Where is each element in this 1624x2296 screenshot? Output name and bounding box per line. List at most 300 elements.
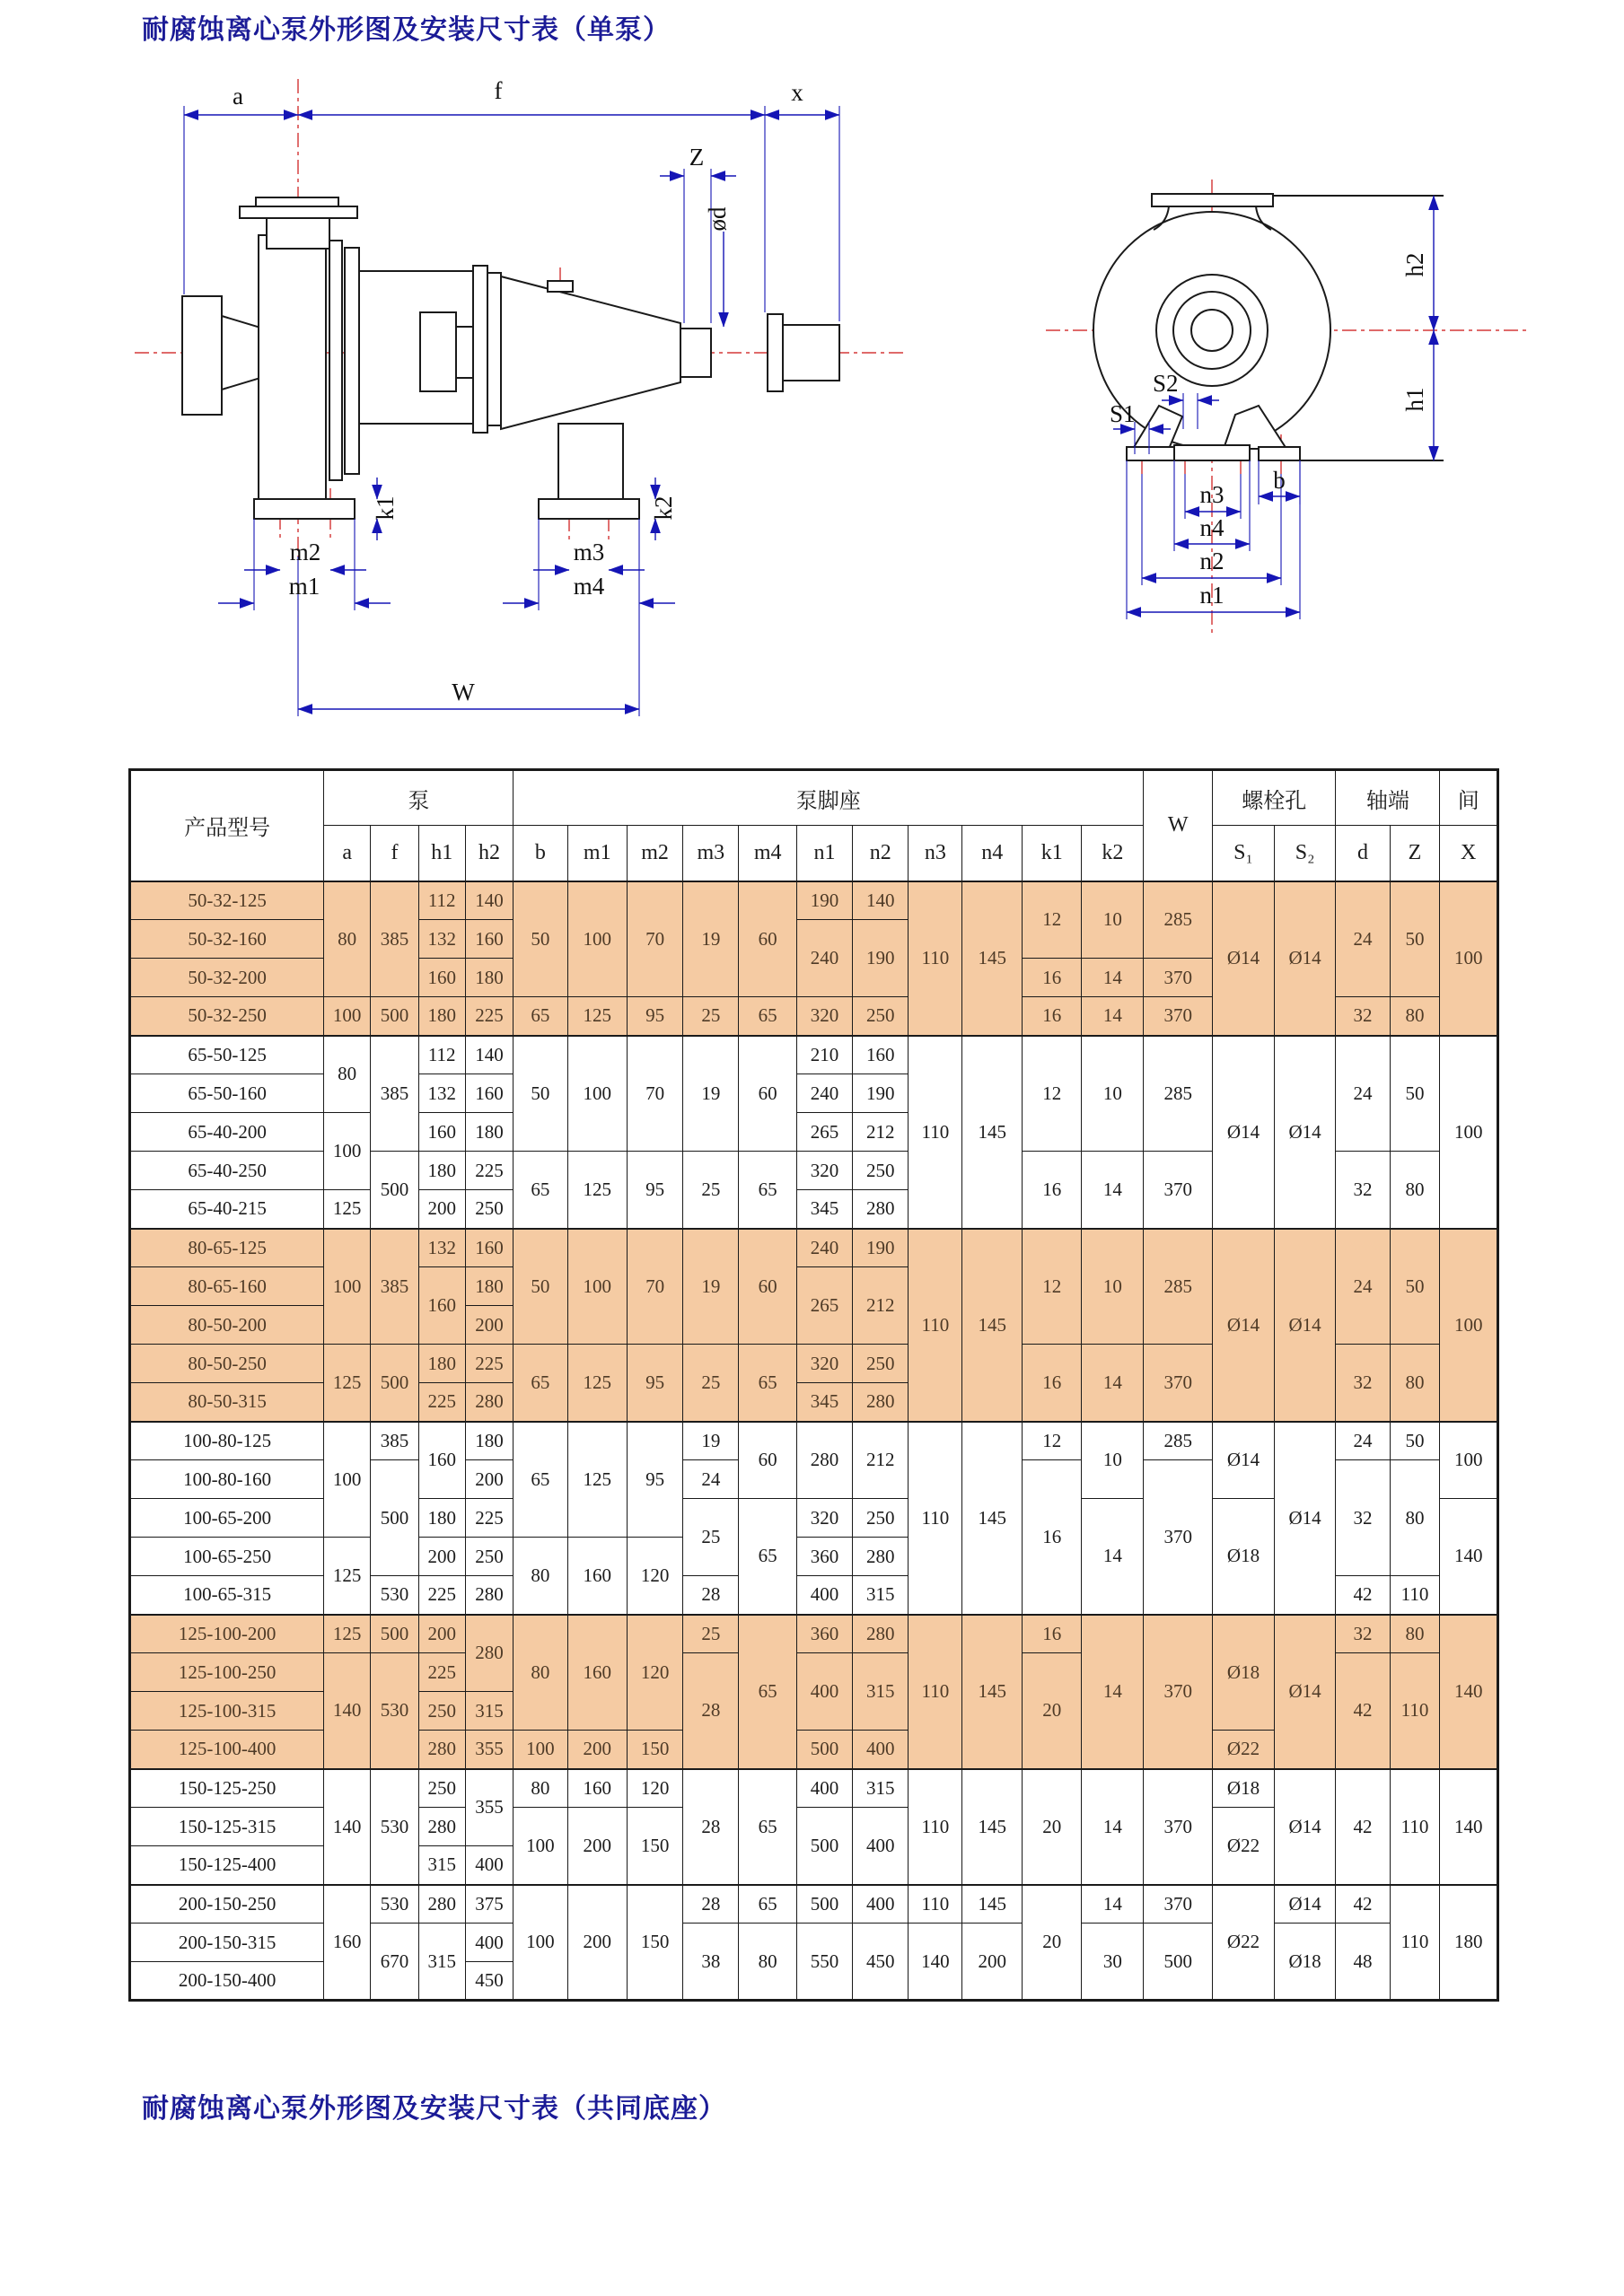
model-cell: 65-50-125 [130, 1036, 324, 1074]
table-cell: 280 [465, 1576, 514, 1615]
table-cell: 16 [1022, 997, 1081, 1036]
table-cell: 65 [739, 1769, 796, 1885]
table-cell: 370 [1144, 1460, 1213, 1615]
table-cell: 225 [418, 1576, 465, 1615]
table-cell: 500 [371, 997, 419, 1036]
table-row [130, 1036, 1498, 1074]
table-cell: 225 [465, 997, 514, 1036]
table-cell: 500 [371, 1345, 419, 1422]
table-cell: 400 [465, 1924, 514, 1962]
table-cell: 24 [1336, 1422, 1390, 1460]
table-cell: 14 [1082, 1885, 1144, 1924]
table-cell: Ø14 [1213, 1036, 1275, 1229]
table-cell: Ø18 [1213, 1499, 1275, 1615]
table-cell: Ø22 [1213, 1808, 1275, 1885]
table-cell: 355 [465, 1769, 514, 1846]
dim-label-w: W [452, 679, 475, 705]
table-cell: 400 [796, 1576, 852, 1615]
table-cell: 60 [739, 1229, 796, 1345]
model-cell: 200-150-400 [130, 1962, 324, 2001]
table-cell: 110 [909, 1229, 962, 1422]
table-cell: 370 [1144, 997, 1213, 1036]
table-cell: 42 [1336, 1653, 1390, 1769]
table-cell: 280 [465, 1383, 514, 1422]
table-cell: 250 [853, 1152, 909, 1190]
table-cell: 280 [418, 1731, 465, 1769]
pump-body-outline [1093, 194, 1444, 460]
table-cell: 20 [1022, 1769, 1081, 1885]
table-cell: 25 [683, 1615, 739, 1653]
table-cell: 12 [1022, 1036, 1081, 1152]
table-cell: 132 [418, 920, 465, 959]
dim-label-f: f [494, 77, 503, 104]
table-cell: 385 [371, 1422, 419, 1460]
table-cell: 315 [853, 1576, 909, 1615]
table-cell: 190 [853, 1074, 909, 1113]
table-cell: Ø14 [1274, 1422, 1336, 1615]
table-cell: 225 [465, 1499, 514, 1538]
table-cell: 180 [1440, 1885, 1498, 2001]
table-cell: 315 [418, 1846, 465, 1885]
table-cell: Ø14 [1274, 1615, 1336, 1769]
table-cell: 160 [418, 1422, 465, 1499]
table-cell: 140 [465, 1036, 514, 1074]
table-cell: 24 [1336, 881, 1390, 997]
table-cell: 370 [1144, 1345, 1213, 1422]
column-header: n3 [909, 826, 962, 881]
table-cell: 500 [371, 1152, 419, 1229]
table-cell: 20 [1022, 1653, 1081, 1769]
dimension-table [128, 768, 1499, 2002]
table-cell: 140 [1440, 1769, 1498, 1885]
dimension-table-wrapper [128, 768, 1499, 2002]
table-cell: 80 [1390, 1460, 1440, 1576]
table-cell: 19 [683, 1422, 739, 1460]
table-cell: 28 [683, 1576, 739, 1615]
table-cell: 24 [1336, 1229, 1390, 1345]
table-cell: Ø18 [1213, 1769, 1275, 1808]
table-cell: 25 [683, 1152, 739, 1229]
table-cell: 180 [465, 959, 514, 997]
table-cell: 400 [853, 1885, 909, 1924]
table-cell: 375 [465, 1885, 514, 1924]
dim-label-m1: m1 [288, 573, 320, 600]
table-cell: 315 [465, 1692, 514, 1731]
table-cell: 200 [465, 1460, 514, 1499]
table-cell: Ø18 [1213, 1615, 1275, 1731]
table-cell: 16 [1022, 1345, 1081, 1422]
table-row [130, 1769, 1498, 1808]
dim-label-x: x [791, 79, 803, 106]
table-row [130, 1615, 1498, 1653]
table-cell: 24 [683, 1460, 739, 1499]
table-cell: 25 [683, 997, 739, 1036]
table-cell: 180 [465, 1113, 514, 1152]
table-cell: 100 [1440, 1422, 1498, 1499]
dim-label-s2: S2 [1153, 370, 1179, 397]
table-cell: 100 [1440, 881, 1498, 1036]
table-cell: 250 [853, 997, 909, 1036]
column-header: S₂ [1274, 826, 1336, 881]
table-cell: 48 [1336, 1924, 1390, 2001]
model-cell: 65-50-160 [130, 1074, 324, 1113]
table-cell: 65 [514, 997, 567, 1036]
table-cell: Ø14 [1274, 1885, 1336, 1924]
column-group-header: 产品型号 [130, 770, 324, 881]
table-cell: 14 [1082, 959, 1144, 997]
table-cell: 32 [1336, 1345, 1390, 1422]
table-cell: 32 [1336, 997, 1390, 1036]
table-cell: 225 [465, 1152, 514, 1190]
table-cell: 110 [909, 1769, 962, 1885]
table-cell: 140 [465, 881, 514, 920]
table-cell: 60 [739, 1422, 796, 1499]
table-cell: 180 [418, 1499, 465, 1538]
table-cell: 42 [1336, 1769, 1390, 1885]
table-cell: 150 [627, 1885, 682, 2001]
dim-label-s1: S1 [1110, 400, 1136, 427]
table-cell: 400 [796, 1653, 852, 1731]
table-cell: 60 [739, 1036, 796, 1152]
model-cell: 100-80-160 [130, 1460, 324, 1499]
table-cell: 14 [1082, 1152, 1144, 1229]
table-cell: 200 [567, 1808, 627, 1885]
table-cell: 125 [324, 1345, 371, 1422]
table-cell: 285 [1144, 1422, 1213, 1460]
table-cell: 32 [1336, 1615, 1390, 1653]
table-cell: 80 [1390, 997, 1440, 1036]
table-cell: 385 [371, 881, 419, 997]
table-cell: 145 [962, 1036, 1022, 1229]
table-cell: 65 [739, 1345, 796, 1422]
model-cell: 100-65-315 [130, 1576, 324, 1615]
table-cell: 150 [627, 1808, 682, 1885]
model-cell: 100-65-250 [130, 1538, 324, 1576]
column-header: f [371, 826, 419, 881]
table-cell: 100 [514, 1885, 567, 2001]
table-cell: Ø14 [1274, 881, 1336, 1036]
table-cell: 280 [418, 1808, 465, 1846]
model-cell: 50-32-200 [130, 959, 324, 997]
model-cell: 100-65-200 [130, 1499, 324, 1538]
table-cell: 80 [1390, 1345, 1440, 1422]
table-cell: 140 [909, 1924, 962, 2001]
table-cell: 10 [1082, 1036, 1144, 1152]
table-cell: 80 [324, 881, 371, 997]
table-cell: 50 [514, 1036, 567, 1152]
table-cell: 65 [739, 1615, 796, 1769]
table-cell: Ø18 [1274, 1924, 1336, 2001]
column-header: a [324, 826, 371, 881]
table-cell: 100 [324, 1113, 371, 1190]
table-cell: 212 [853, 1113, 909, 1152]
table-cell: 160 [567, 1615, 627, 1731]
dim-label-m2: m2 [289, 539, 321, 565]
table-cell: 180 [418, 1345, 465, 1383]
table-cell: 12 [1022, 881, 1081, 959]
table-cell: 160 [418, 1113, 465, 1152]
model-cell: 125-100-400 [130, 1731, 324, 1769]
table-cell: Ø14 [1274, 1229, 1336, 1422]
table-cell: 100 [1440, 1229, 1498, 1422]
table-cell: 320 [796, 1152, 852, 1190]
table-cell: 160 [324, 1885, 371, 2001]
pump-body-outline [182, 197, 839, 519]
table-cell: 110 [1390, 1653, 1440, 1769]
table-cell: 385 [371, 1229, 419, 1345]
table-cell: 28 [683, 1885, 739, 1924]
table-cell: 265 [796, 1267, 852, 1345]
table-cell: 100 [567, 881, 627, 997]
model-cell: 50-32-160 [130, 920, 324, 959]
table-cell: 345 [796, 1190, 852, 1229]
table-cell: 30 [1082, 1924, 1144, 2001]
model-cell: 80-50-315 [130, 1383, 324, 1422]
table-cell: 500 [371, 1615, 419, 1653]
table-cell: 60 [739, 881, 796, 997]
table-cell: 160 [567, 1538, 627, 1615]
dim-label-k1: k1 [372, 495, 399, 521]
table-cell: 160 [418, 959, 465, 997]
table-cell: 250 [853, 1345, 909, 1383]
table-cell: Ø14 [1274, 1036, 1336, 1229]
table-cell: 16 [1022, 1152, 1081, 1229]
table-cell: 80 [1390, 1615, 1440, 1653]
table-cell: 500 [796, 1731, 852, 1769]
table-cell: 25 [683, 1345, 739, 1422]
pump-side-view [135, 77, 907, 716]
table-cell: 145 [962, 881, 1022, 1036]
model-cell: 125-100-250 [130, 1653, 324, 1692]
column-group-header: 泵 [324, 770, 514, 826]
table-cell: 530 [371, 1653, 419, 1769]
table-cell: 145 [962, 1769, 1022, 1885]
table-cell: 16 [1022, 1460, 1081, 1615]
column-header: h1 [418, 826, 465, 881]
table-cell: Ø22 [1213, 1885, 1275, 2001]
table-cell: 95 [627, 1345, 682, 1422]
table-cell: 112 [418, 881, 465, 920]
table-cell: 200 [418, 1190, 465, 1229]
table-cell: 212 [853, 1422, 909, 1499]
table-cell: 70 [627, 1036, 682, 1152]
table-cell: 50 [1390, 1229, 1440, 1345]
table-header [130, 770, 1498, 881]
table-row [130, 881, 1498, 920]
table-cell: 200 [567, 1885, 627, 2001]
pump-outline-drawings [0, 0, 1624, 768]
table-body [130, 881, 1498, 2001]
table-cell: 50 [514, 1229, 567, 1345]
table-cell: 225 [418, 1653, 465, 1692]
column-header: m3 [683, 826, 739, 881]
table-cell: 38 [683, 1924, 739, 2001]
column-header: m2 [627, 826, 682, 881]
table-cell: 400 [853, 1731, 909, 1769]
table-cell: 190 [853, 1229, 909, 1267]
table-cell: 400 [465, 1846, 514, 1885]
table-cell: 100 [324, 1229, 371, 1345]
table-cell: 345 [796, 1383, 852, 1422]
table-cell: 28 [683, 1769, 739, 1885]
table-cell: 100 [324, 997, 371, 1036]
table-cell: Ø14 [1274, 1769, 1336, 1885]
table-cell: 240 [796, 1074, 852, 1113]
table-cell: 112 [418, 1036, 465, 1074]
table-cell: 65 [739, 1885, 796, 1924]
model-cell: 50-32-125 [130, 881, 324, 920]
table-cell: 200 [962, 1924, 1022, 2001]
table-cell: 100 [567, 1229, 627, 1345]
page-title: 耐腐蚀离心泵外形图及安装尺寸表（单泵） [142, 14, 671, 46]
column-header: n2 [853, 826, 909, 881]
table-cell: 500 [1144, 1924, 1213, 2001]
dim-label-n2: n2 [1199, 548, 1225, 574]
table-cell: 370 [1144, 959, 1213, 997]
table-cell: 150 [627, 1731, 682, 1769]
table-cell: 110 [1390, 1769, 1440, 1885]
table-cell: 42 [1336, 1885, 1390, 1924]
table-cell: 80 [514, 1538, 567, 1615]
table-cell: 180 [418, 1152, 465, 1190]
table-cell: 120 [627, 1769, 682, 1808]
table-cell: 125 [324, 1190, 371, 1229]
table-cell: 160 [465, 1074, 514, 1113]
column-header: n1 [796, 826, 852, 881]
model-cell: 65-40-250 [130, 1152, 324, 1190]
table-cell: 12 [1022, 1229, 1081, 1345]
table-cell: 140 [853, 881, 909, 920]
column-group-header: 间 [1440, 770, 1498, 826]
table-cell: 385 [371, 1036, 419, 1152]
table-cell: 355 [465, 1731, 514, 1769]
table-cell: 110 [909, 1422, 962, 1615]
table-cell: 50 [514, 881, 567, 997]
table-cell: 65 [739, 1499, 796, 1615]
table-cell: 370 [1144, 1615, 1213, 1769]
table-cell: 140 [324, 1653, 371, 1769]
table-cell: 320 [796, 997, 852, 1036]
table-cell: 225 [418, 1383, 465, 1422]
column-header: m1 [567, 826, 627, 881]
table-cell: 125 [567, 1152, 627, 1229]
table-cell: 140 [1440, 1499, 1498, 1615]
table-cell: 65 [739, 1152, 796, 1229]
page-subtitle: 耐腐蚀离心泵外形图及安装尺寸表（共同底座） [142, 2093, 726, 2125]
model-cell: 100-80-125 [130, 1422, 324, 1460]
model-cell: 80-50-250 [130, 1345, 324, 1383]
table-cell: 280 [853, 1190, 909, 1229]
table-cell: 145 [962, 1885, 1022, 1924]
table-cell: 100 [514, 1731, 567, 1769]
table-cell: 14 [1082, 1615, 1144, 1769]
table-cell: 280 [796, 1422, 852, 1499]
column-header: Z [1390, 826, 1440, 881]
table-cell: 110 [1390, 1576, 1440, 1615]
table-cell: 70 [627, 881, 682, 997]
column-header: k1 [1022, 826, 1081, 881]
table-cell: 80 [739, 1924, 796, 2001]
model-cell: 200-150-250 [130, 1885, 324, 1924]
table-cell: 200 [465, 1306, 514, 1345]
column-header: d [1336, 826, 1390, 881]
table-cell: Ø14 [1213, 1229, 1275, 1422]
table-cell: 250 [465, 1538, 514, 1576]
table-cell: 14 [1082, 1769, 1144, 1885]
table-cell: 80 [514, 1615, 567, 1731]
table-cell: 280 [418, 1885, 465, 1924]
column-header: X [1440, 826, 1498, 881]
table-cell: 50 [1390, 1422, 1440, 1460]
table-cell: 100 [1440, 1036, 1498, 1229]
table-cell: 70 [627, 1229, 682, 1345]
table-cell: 24 [1336, 1036, 1390, 1152]
dim-label-h2: h2 [1401, 252, 1428, 277]
table-cell: 16 [1022, 1615, 1081, 1653]
dim-label-b: b [1273, 467, 1286, 494]
table-cell: 370 [1144, 1885, 1213, 1924]
column-group-header: 轴端 [1336, 770, 1440, 826]
table-cell: 400 [796, 1769, 852, 1808]
table-cell: 160 [418, 1267, 465, 1345]
table-cell: 10 [1082, 1422, 1144, 1499]
table-cell: 19 [683, 881, 739, 997]
table-cell: 125 [567, 997, 627, 1036]
table-cell: 32 [1336, 1152, 1390, 1229]
table-cell: 25 [683, 1499, 739, 1576]
table-cell: 280 [853, 1538, 909, 1576]
table-cell: 10 [1082, 1229, 1144, 1345]
model-cell: 125-100-315 [130, 1692, 324, 1731]
table-cell: 315 [418, 1924, 465, 2001]
table-cell: 100 [514, 1808, 567, 1885]
table-cell: 550 [796, 1924, 852, 2001]
table-cell: 14 [1082, 997, 1144, 1036]
table-cell: 140 [324, 1769, 371, 1885]
table-cell: 370 [1144, 1152, 1213, 1229]
table-cell: 670 [371, 1924, 419, 2001]
dim-label-od: ød [704, 206, 731, 232]
table-cell: 65 [514, 1152, 567, 1229]
dim-label-n3: n3 [1199, 481, 1225, 508]
table-cell: 110 [909, 1885, 962, 1924]
model-cell: 80-65-125 [130, 1229, 324, 1267]
column-header: b [514, 826, 567, 881]
table-cell: Ø22 [1213, 1731, 1275, 1769]
table-cell: 280 [853, 1615, 909, 1653]
table-cell: 210 [796, 1036, 852, 1074]
model-cell: 150-125-315 [130, 1808, 324, 1846]
dim-label-n4: n4 [1199, 514, 1225, 541]
dim-label-h1: h1 [1401, 387, 1428, 412]
table-cell: 16 [1022, 959, 1081, 997]
table-cell: 225 [465, 1345, 514, 1383]
table-cell: 180 [418, 997, 465, 1036]
table-cell: 125 [324, 1615, 371, 1653]
table-cell: 200 [567, 1731, 627, 1769]
dim-label-z: Z [689, 144, 705, 171]
table-cell: 250 [418, 1692, 465, 1731]
table-cell: 80 [1390, 1152, 1440, 1229]
table-cell: 145 [962, 1229, 1022, 1422]
table-cell: 315 [853, 1769, 909, 1808]
table-cell: 125 [567, 1422, 627, 1538]
table-cell: 132 [418, 1074, 465, 1113]
model-cell: 80-50-200 [130, 1306, 324, 1345]
table-cell: 160 [465, 1229, 514, 1267]
model-cell: 150-125-400 [130, 1846, 324, 1885]
table-cell: 280 [465, 1615, 514, 1692]
